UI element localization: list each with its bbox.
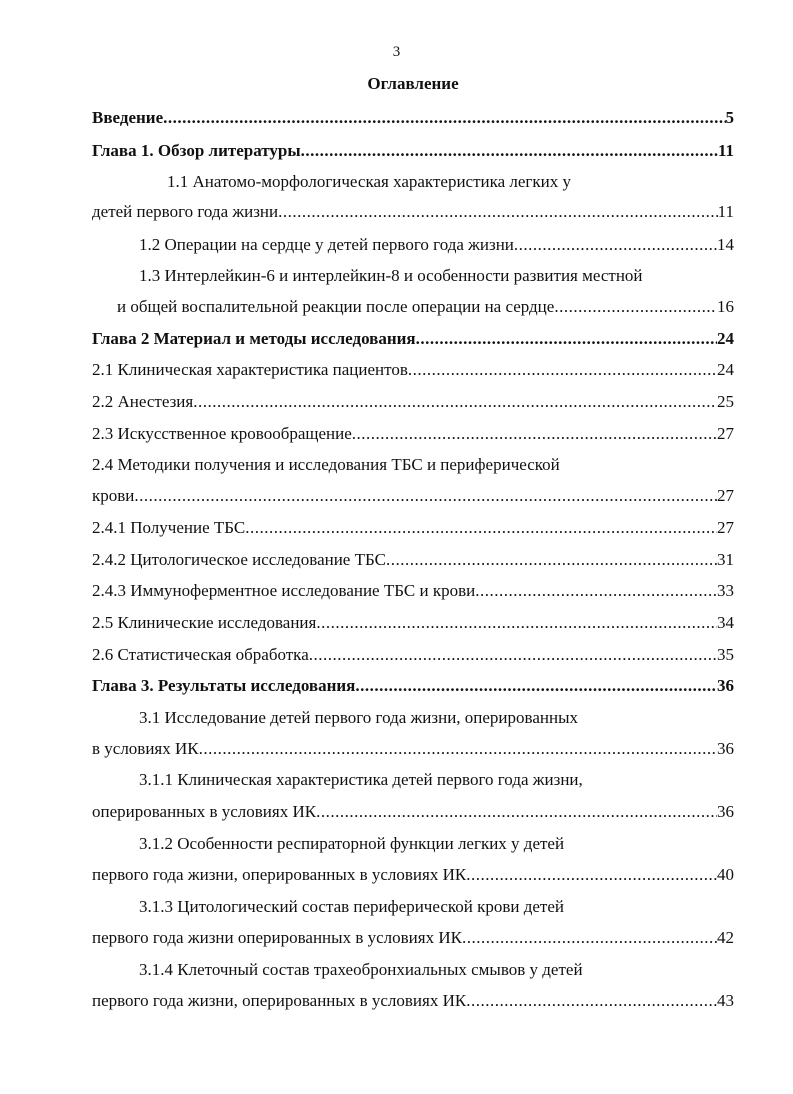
toc-entry-page: 5 [725,108,734,127]
toc-entry-text: 2.4.2 Цитологическое исследование ТБС [92,550,386,569]
leader-dots [386,548,717,572]
leader-dots [466,989,717,1013]
leader-dots [316,611,717,635]
toc-entry-text: первого года жизни оперированных в условиях ИК [92,928,462,947]
toc-entry-text: Введение [92,108,164,127]
toc-entry[interactable] [92,863,734,887]
leader-dots [245,516,717,540]
toc-entry[interactable] [139,233,734,257]
leader-dots [554,295,717,319]
leader-dots [462,926,717,950]
toc-entry-text: 3.1.4 Клеточный состав трахеобронхиальных смывов у детей [139,960,583,979]
toc-entry-text: 2.6 Статистическая обработка [92,645,309,664]
toc-entry[interactable] [92,611,734,635]
toc-entry-text: 2.4.1 Получение ТБС [92,518,246,537]
toc-entry-page: 11 [717,141,734,160]
toc-entry-text: 2.2 Анестезия [92,392,194,411]
toc-entry-page: 16 [717,297,734,316]
toc-entry[interactable] [167,170,734,194]
toc-entry[interactable] [117,295,734,319]
toc-entry-text: оперированных в условиях ИК [92,802,317,821]
toc-entry-text: Глава 3. Результаты исследования [92,676,356,695]
toc-entry-page: 42 [717,928,734,947]
toc-entry[interactable] [92,139,734,163]
toc-entry-text: детей первого года жизни [92,202,279,221]
toc-entry-text: 2.5 Клинические исследования [92,613,317,632]
toc-entry-text: 3.1.2 Особенности респираторной функции легких у детей [139,834,565,853]
toc-entry-page: 24 [717,360,734,379]
toc-entry[interactable] [139,832,734,856]
toc-entry[interactable] [92,453,734,477]
toc-entry-text: 3.1.1 Клиническая характеристика детей первого года жизни, [139,770,583,789]
toc-entry[interactable] [92,516,734,540]
toc-entry-page: 27 [717,424,734,443]
toc-entry[interactable] [92,579,734,603]
toc-entry[interactable] [92,484,734,508]
toc-entry-text: 3.1 Исследование детей первого года жизни, оперированных [139,708,578,727]
toc-entry-text: 2.1 Клиническая характеристика пациентов [92,360,408,379]
toc-entry-text: 2.4 Методики получения и исследования ТБС и периферической [92,455,560,474]
toc-entry-text: 1.2 Операции на сердце у детей первого года жизни [139,235,514,254]
toc-entry[interactable] [92,548,734,572]
leader-dots [475,579,717,603]
leader-dots [408,358,717,382]
toc-title: Оглавление [367,74,459,93]
toc-entry[interactable] [92,926,734,950]
toc-entry[interactable] [92,737,734,761]
toc-entry[interactable] [92,674,734,698]
toc-entry-page: 36 [717,802,734,821]
toc-entry-text: Глава 1. Обзор литературы [92,141,301,160]
toc-entry-text: Глава 2 Материал и методы исследования [92,329,416,348]
toc-entry[interactable] [92,358,734,382]
toc-entry-page: 35 [717,645,734,664]
toc-entry[interactable] [92,106,734,130]
leader-dots [355,674,717,698]
toc-entry[interactable] [92,800,734,824]
leader-dots [352,422,717,446]
toc-entry[interactable] [139,958,734,982]
toc-entry-page: 25 [717,392,734,411]
toc-entry[interactable] [139,768,734,792]
toc-entry-text: в условиях ИК [92,739,199,758]
toc-entry-page: 36 [717,676,734,695]
page-number: 3 [392,44,401,60]
toc-entry[interactable] [92,200,734,224]
toc-entry[interactable] [92,390,734,414]
toc-entry-text: и общей воспалительной реакции после операции на сердце [117,297,555,316]
toc-entry-page: 31 [717,550,734,569]
toc-entry[interactable] [92,422,734,446]
toc-entry-page: 33 [717,581,734,600]
leader-dots [316,800,717,824]
leader-dots [466,863,717,887]
toc-entry-text: первого года жизни, оперированных в условиях ИК [92,865,467,884]
toc-entry[interactable] [92,989,734,1013]
leader-dots [416,327,717,351]
toc-entry[interactable] [139,895,734,919]
leader-dots [134,484,717,508]
leader-dots [193,390,717,414]
toc-entry-page: 14 [717,235,734,254]
leader-dots [199,737,717,761]
toc-entry-page: 24 [717,329,734,348]
toc-entry-text: первого года жизни, оперированных в условиях ИК [92,991,467,1010]
toc-entry[interactable] [139,706,734,730]
toc-entry-page: 27 [717,518,734,537]
leader-dots [309,643,717,667]
toc-entry-text: 2.4.3 Иммуноферментное исследование ТБС и крови [92,581,476,600]
toc-entry-page: 27 [717,486,734,505]
toc-entry-page: 43 [717,991,734,1010]
toc-entry-text: 3.1.3 Цитологический состав периферической крови детей [139,897,565,916]
leader-dots [278,200,717,224]
toc-entry[interactable] [139,264,734,288]
toc-entry-text: 1.1 Анатомо-морфологическая характеристика легких у [167,172,572,191]
toc-entry[interactable] [92,327,734,351]
toc-entry-text: 2.3 Искусственное кровообращение [92,424,352,443]
toc-entry-page: 34 [717,613,734,632]
toc-entry-page: 40 [717,865,734,884]
toc-entry-text: 1.3 Интерлейкин-6 и интерлейкин-8 и особенности развития местной [139,266,643,285]
leader-dots [301,139,718,163]
toc-entry[interactable] [92,643,734,667]
leader-dots [163,106,725,130]
toc-entry-page: 36 [717,739,734,758]
toc-entry-page: 11 [717,202,734,221]
toc-entry-text: крови [92,486,135,505]
leader-dots [514,233,717,257]
